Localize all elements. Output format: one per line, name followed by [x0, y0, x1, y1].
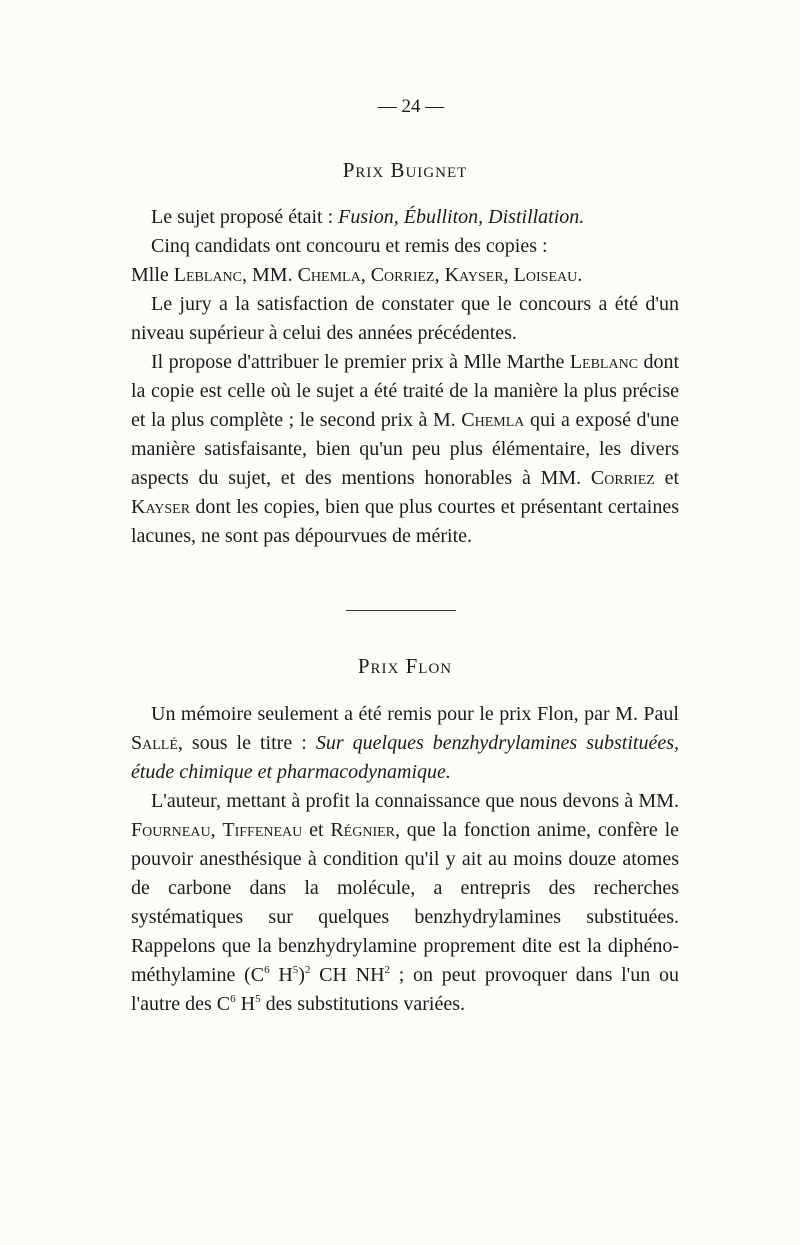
- subject-topics: Fusion, Ébulliton, Distillation.: [338, 206, 585, 228]
- superscript: 5: [255, 993, 261, 1005]
- cited-name: Tiffeneau: [222, 819, 303, 841]
- awards-text: qui a exposé d'une manière satisfaisante, bien qu'un peu plus élémentaire, les divers aspects du sujet, et des mentions honorables à MM.: [131, 409, 680, 489]
- superscript: 5: [292, 964, 299, 976]
- candidate-name: Leblanc: [173, 264, 242, 286]
- section-divider: [346, 610, 456, 611]
- candidate-name: Loiseau: [513, 264, 578, 286]
- candidate-prefix: Mlle: [131, 264, 174, 286]
- memoir-title: Sur quelques benzhydrylamines substituées, étude chimique et pharmacodynamique.: [131, 732, 679, 783]
- laureate-second: Chemla: [461, 409, 525, 431]
- heading-prix-buignet-text: Prix Buignet: [342, 158, 468, 182]
- superscript: 2: [384, 964, 391, 976]
- paragraph-candidates: Cinq candidats ont concouru et remis des copies :: [151, 235, 548, 257]
- laureate-first: Leblanc: [569, 351, 639, 373]
- heading-prix-flon-text: Prix Flon: [357, 654, 453, 678]
- author-text: ; on peut provoquer dans l'un ou l'autre des C: [131, 964, 679, 1015]
- candidate-list: Mlle Leblanc, MM. Chemla, Corriez, Kayser, Loiseau.: [131, 264, 583, 286]
- formula-text: CH NH: [310, 964, 385, 986]
- heading-prix-flon: [131, 654, 679, 679]
- section-prix-flon: [131, 700, 679, 1019]
- cited-name: Fourneau: [131, 819, 211, 841]
- honorable-mention: Corriez: [590, 467, 655, 489]
- memoir-text: Un mémoire seulement a été remis pour le prix Flon, par M. Paul: [151, 703, 679, 725]
- author-text: L'auteur, mettant à profit la connaissance que nous devons à MM.: [151, 790, 679, 812]
- awards-text: et: [654, 467, 679, 489]
- candidate-name: Chemla: [297, 264, 361, 286]
- candidate-name: Kayser: [444, 264, 504, 286]
- formula-text: H: [235, 993, 256, 1015]
- heading-prix-buignet: [131, 158, 679, 183]
- section-prix-buignet: [131, 203, 679, 551]
- author-name: Sallé: [131, 732, 178, 754]
- candidate-mm: , MM.: [242, 264, 298, 286]
- author-text: et: [302, 819, 331, 841]
- candidate-name: Corriez: [370, 264, 435, 286]
- superscript: 6: [264, 964, 270, 976]
- formula-text: H: [269, 964, 293, 986]
- subject-prefix: Le sujet proposé était :: [151, 206, 339, 228]
- paragraph-subject: [131, 203, 679, 232]
- paragraph-jury: Le jury a la satisfaction de constater que le concours a été d'un niveau supérieur à celui des années précédentes.: [131, 293, 679, 344]
- paragraph-author: L'auteur, mettant à profit la connaissance que nous devons à MM. Fourneau, Tiffeneau et Régnier, que la fonction anime, confère le pouvoir anesthésique à condition qu'il y ait au moins douze atomes de carbone dans la molécule, a entrepris des recherches systématiques sur quelques benzhydrylamines substituées. Rappelons que la benzhydrylamine proprement dite est la diphéno-méthylamine ($C^6$ $H^5)^2$ CH $NH^2$ ; on peut provoquer dans l'un ou l'autre des $C^6$ $H^5$ des substitutions variées.: [131, 790, 680, 1015]
- paragraph-memoir: [131, 700, 679, 787]
- paragraph-awards: [131, 348, 679, 551]
- awards-text: dont les copies, bien que plus courtes et présentant certaines lacunes, ne sont pas dépourvues de mérite.: [131, 496, 679, 547]
- awards-text: Il propose d'attribuer le premier prix à Mlle Marthe: [151, 351, 570, 373]
- author-text: , que la fonction anime, confère le pouvoir anesthésique à condition qu'il y ait au moins douze atomes de carbone dans la molécule, a entrepris des recherches systématiques sur quelques benzhydrylamines substituées. Rappelons que la benzhydrylamine proprement dite est la diphéno-méthylamine (C: [131, 819, 680, 986]
- superscript: 2: [304, 964, 311, 976]
- memoir-text: , sous le titre :: [177, 732, 316, 754]
- author-text: des substitutions variées.: [260, 993, 466, 1015]
- superscript: 6: [230, 993, 236, 1005]
- honorable-mention: Kayser: [131, 496, 191, 518]
- cited-name: Régnier: [330, 819, 395, 841]
- awards-text: dont la copie est celle où le sujet a été traité de la manière la plus précise et la plus complète ; le second prix à M.: [131, 351, 679, 431]
- page-number: — 24 —: [377, 96, 445, 117]
